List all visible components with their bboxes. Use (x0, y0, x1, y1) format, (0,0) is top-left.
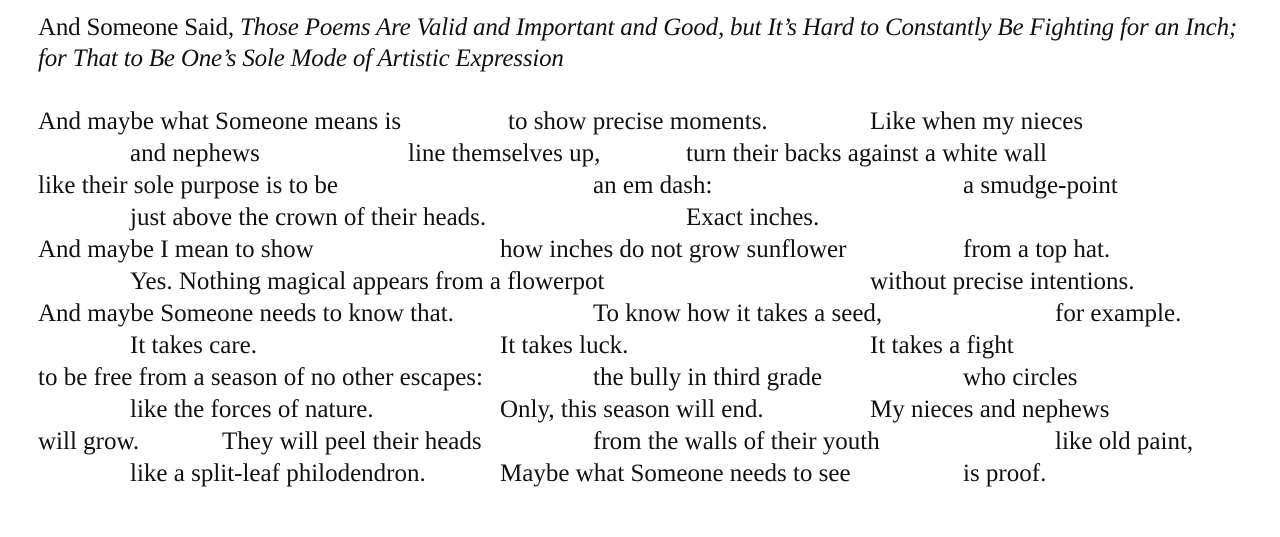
poem-phrase: And maybe Someone needs to know that. (38, 300, 454, 327)
poem-phrase: the bully in third grade (593, 364, 823, 391)
poem-phrase: To know how it takes a seed, (593, 300, 883, 327)
poem-phrase: an em dash: (593, 172, 713, 199)
poem-line (0, 138, 1280, 170)
poem-body (0, 106, 1280, 506)
title-lead: And Someone Said, (38, 14, 234, 41)
poem-phrase: who circles (963, 364, 1078, 391)
poem-phrase: It takes care. (130, 332, 258, 359)
poem-phrase: will grow. (38, 428, 140, 455)
poem-phrase: from a top hat. (963, 236, 1111, 263)
poem-phrase: like the forces of nature. (130, 396, 374, 423)
poem-phrase: for example. (1055, 300, 1182, 327)
poem-phrase: My nieces and nephews (870, 396, 1110, 423)
poem-phrase: from the walls of their youth (593, 428, 880, 455)
poem-line (0, 170, 1280, 202)
poem-line (0, 426, 1280, 458)
poem-phrase: Exact inches. (686, 204, 820, 231)
poem-phrase: Like when my nieces (870, 108, 1084, 135)
poem-phrase: And maybe what Someone means is (38, 108, 402, 135)
poem-phrase: Yes. Nothing magical appears from a flowerpot (130, 268, 605, 295)
poem-line (0, 362, 1280, 394)
poem-phrase: just above the crown of their heads. (130, 204, 487, 231)
poem-phrase: like a split-leaf philodendron. (130, 460, 426, 487)
poem-phrase: line themselves up, (408, 140, 601, 167)
poem-phrase: to be free from a season of no other escapes: (38, 364, 483, 391)
poem-phrase: to show precise moments. (508, 108, 768, 135)
poem-phrase: like old paint, (1055, 428, 1194, 455)
poem-phrase: It takes luck. (500, 332, 629, 359)
poem-line (0, 266, 1280, 298)
poem-phrase: They will peel their heads (222, 428, 482, 455)
poem-line (0, 202, 1280, 234)
poem-phrase: And maybe I mean to show (38, 236, 314, 263)
poem-line (0, 394, 1280, 426)
poem-phrase: It takes a fight (870, 332, 1014, 359)
poem-line (0, 330, 1280, 362)
poem-phrase: how inches do not grow sunflower (500, 236, 847, 263)
poem-phrase: Maybe what Someone needs to see (500, 460, 851, 487)
poem-line (0, 106, 1280, 138)
poem-phrase: turn their backs against a white wall (686, 140, 1047, 167)
poem-phrase: a smudge-point (963, 172, 1118, 199)
poem-line (0, 234, 1280, 266)
title-italic: Those Poems Are Valid and Important and Good, but It’s Hard to Constantly Be Fighting for an Inch; for That to Be One’s Sole Mode of Artistic Expression (38, 14, 1237, 72)
poem-line (0, 458, 1280, 490)
poem-phrase: without precise intentions. (870, 268, 1135, 295)
poem-phrase: like their sole purpose is to be (38, 172, 338, 199)
poem-phrase: Only, this season will end. (500, 396, 764, 423)
poem-title (38, 12, 1248, 74)
poem-phrase: and nephews (130, 140, 260, 167)
poem-phrase: is proof. (963, 460, 1047, 487)
poem-line (0, 298, 1280, 330)
